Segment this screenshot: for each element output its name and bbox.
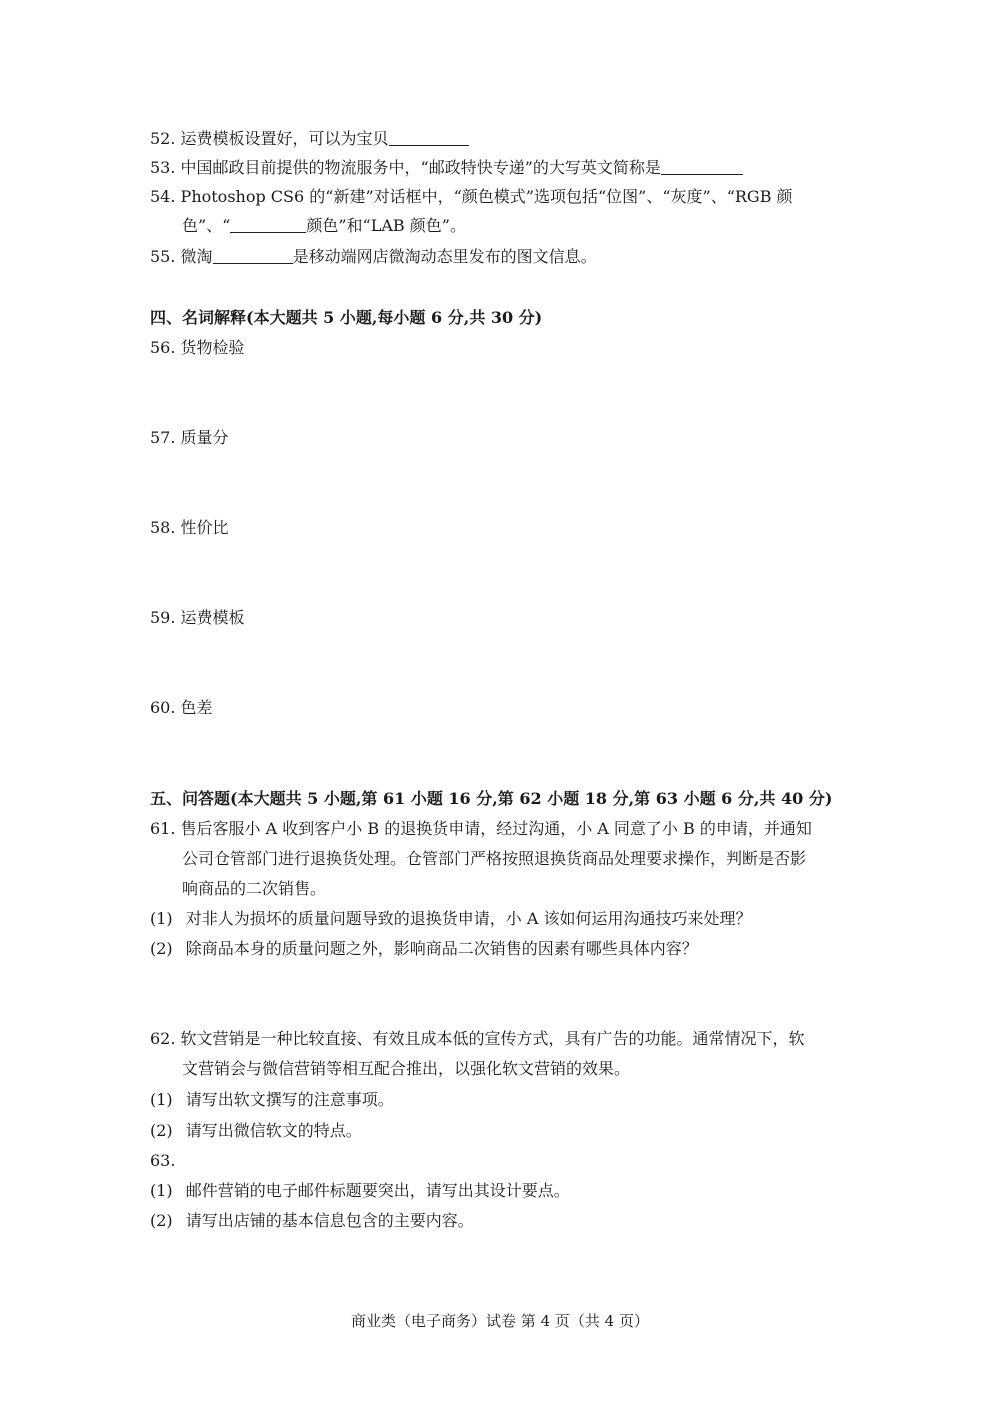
question-61-sub2 — [150, 938, 698, 960]
term-56 — [150, 337, 245, 359]
question-number: 54. — [150, 187, 176, 206]
question-63-sub1 — [150, 1180, 570, 1202]
question-62-line1 — [150, 1028, 805, 1050]
question-61-line1 — [150, 818, 812, 840]
question-54-line2 — [182, 215, 466, 237]
term-text: 运费模板 — [180, 608, 245, 627]
question-text: 中国邮政目前提供的物流服务中，“邮政特快专递”的大写英文简称是 — [180, 158, 661, 177]
question-61-line3: 响商品的二次销售。 — [182, 879, 327, 898]
sub-number: (1) — [150, 909, 173, 928]
question-62-sub2 — [150, 1120, 362, 1142]
section-4-title: 四、名词解释(本大题共 5 小题,每小题 6 分,共 30 分) — [150, 308, 543, 327]
question-61-sub1 — [150, 908, 752, 930]
sub-number: (1) — [150, 1181, 173, 1200]
scan-mark — [793, 1368, 799, 1374]
sub-text: 除商品本身的质量问题之外，影响商品二次销售的因素有哪些具体内容？ — [185, 939, 698, 958]
term-58 — [150, 517, 229, 539]
question-61-line2: 公司仓管部门进行退换货处理。仓管部门严格按照退换货商品处理要求操作，判断是否影 — [182, 849, 807, 868]
question-63: 63. — [150, 1151, 176, 1170]
question-text: 微淘 — [180, 247, 213, 266]
page-footer: 商业类（电子商务）试卷 第 4 页（共 4 页） — [351, 1312, 649, 1330]
answer-blank[interactable] — [230, 216, 306, 233]
section-5-title: 五、问答题(本大题共 5 小题,第 61 小题 16 分,第 62 小题 18 分,第 63 小题 6 分,共 40 分) — [150, 789, 833, 808]
question-number: 60. — [150, 698, 176, 717]
sub-number: (2) — [150, 1211, 173, 1230]
term-60 — [150, 697, 213, 719]
question-number: 53. — [150, 158, 176, 177]
sub-text: 邮件营销的电子邮件标题要突出，请写出其设计要点。 — [185, 1181, 570, 1200]
answer-blank[interactable] — [389, 129, 469, 146]
sub-number: (2) — [150, 1121, 173, 1140]
term-59 — [150, 607, 245, 629]
sub-number: (1) — [150, 1090, 173, 1109]
sub-number: (2) — [150, 939, 173, 958]
question-number: 57. — [150, 428, 176, 447]
question-text: 软文营销是一种比较直接、有效且成本低的宣传方式，具有广告的功能。通常情况下，软 — [180, 1029, 805, 1048]
term-text: 质量分 — [180, 428, 229, 447]
question-62-line2: 文营销会与微信营销等相互配合推出，以强化软文营销的效果。 — [182, 1059, 631, 1078]
term-57 — [150, 427, 229, 449]
question-53 — [150, 157, 743, 179]
question-62-sub1 — [150, 1089, 394, 1111]
question-number: 61. — [150, 819, 176, 838]
question-text: Photoshop CS6 的“新建”对话框中，“颜色模式”选项包括“位图”、“灰度”、“RGB 颜 — [180, 187, 793, 206]
term-text: 色差 — [180, 698, 213, 717]
question-52 — [150, 128, 469, 150]
question-63-sub2 — [150, 1210, 474, 1232]
question-number: 56. — [150, 338, 176, 357]
question-number: 55. — [150, 247, 176, 266]
answer-blank[interactable] — [661, 158, 743, 175]
answer-blank[interactable] — [213, 247, 293, 264]
question-number: 59. — [150, 608, 176, 627]
question-55 — [150, 246, 597, 268]
question-number: 58. — [150, 518, 176, 537]
question-text: 运费模板设置好，可以为宝贝 — [180, 129, 389, 148]
question-number: 52. — [150, 129, 176, 148]
sub-text: 请写出店铺的基本信息包含的主要内容。 — [185, 1211, 474, 1230]
question-text: 颜色”和“LAB 颜色”。 — [306, 216, 466, 235]
sub-text: 请写出软文撰写的注意事项。 — [185, 1090, 394, 1109]
question-54-line1 — [150, 186, 793, 208]
question-text: 色”、“ — [182, 216, 231, 235]
sub-text: 请写出微信软文的特点。 — [185, 1121, 362, 1140]
term-text: 性价比 — [180, 518, 229, 537]
question-text: 售后客服小 A 收到客户小 B 的退换货申请，经过沟通，小 A 同意了小 B 的申请，并通知 — [180, 819, 812, 838]
term-text: 货物检验 — [180, 338, 245, 357]
question-text: 是移动端网店微淘动态里发布的图文信息。 — [292, 247, 597, 266]
sub-text: 对非人为损坏的质量问题导致的退换货申请，小 A 该如何运用沟通技巧来处理？ — [185, 909, 752, 928]
question-number: 62. — [150, 1029, 176, 1048]
